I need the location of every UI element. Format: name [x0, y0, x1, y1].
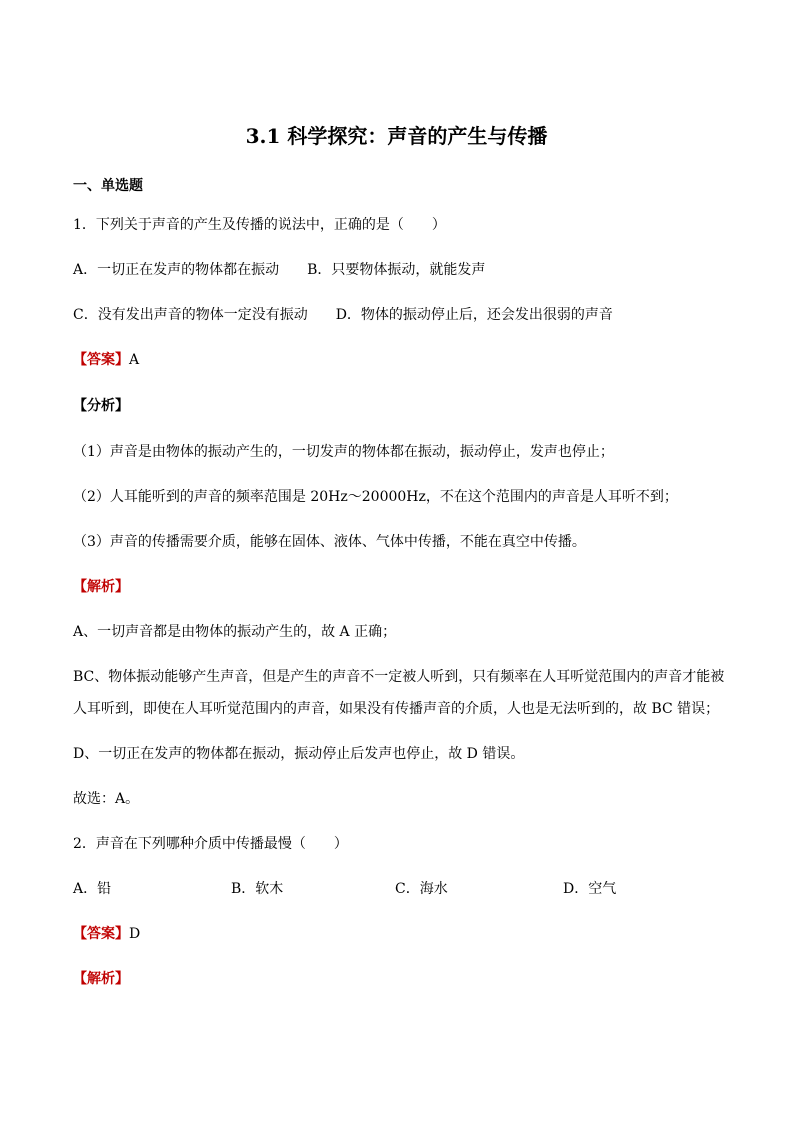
analysis-line: （2）人耳能听到的声音的频率范围是 20Hz～20000Hz，不在这个范围内的声音是人耳听不到； — [73, 489, 678, 505]
question-1-options-cd: C．没有发出声音的物体一定没有振动 D．物体的振动停止后，还会发出很弱的声音 — [73, 307, 613, 323]
explain-line: D、一切正在发声的物体都在振动，振动停止后发声也停止，故 D 错误。 — [73, 746, 525, 762]
question-1-stem: 1．下列关于声音的产生及传播的说法中，正确的是（ ） — [73, 217, 446, 233]
analysis-tag: 【分析】 — [73, 398, 129, 414]
question-1-options-ab: A．一切正在发声的物体都在振动 B．只要物体振动，就能发声 — [73, 262, 486, 278]
answer-tag: 【答案】 — [73, 926, 129, 942]
question-2-option-c: C．海水 — [395, 881, 448, 897]
analysis-line: （3）声音的传播需要介质，能够在固体、液体、气体中传播，不能在真空中传播。 — [73, 534, 586, 550]
explain-tag: 【解析】 — [73, 971, 129, 987]
question-1-answer — [73, 350, 139, 370]
answer-tag: 【答案】 — [73, 352, 129, 368]
analysis-line: （1）声音是由物体的振动产生的，一切发声的物体都在振动，振动停止，发声也停止； — [73, 444, 614, 460]
explain-tag: 【解析】 — [73, 579, 129, 595]
explain-line: A、一切声音都是由物体的振动产生的，故 A 正确； — [73, 624, 397, 640]
question-2-answer — [73, 924, 140, 944]
answer-value: D — [129, 926, 141, 942]
section-heading: 一、单选题 — [73, 178, 143, 194]
conclusion-line: 故选：A。 — [73, 791, 140, 807]
page-title: 3.1 科学探究：声音的产生与传播 — [245, 124, 548, 148]
question-2-stem: 2．声音在下列哪种介质中传播最慢（ ） — [73, 836, 348, 852]
question-2-option-a: A．铅 — [73, 881, 112, 897]
explain-line: BC、物体振动能够产生声音，但是产生的声音不一定被人听到，只有频率在人耳听觉范围内的声音才能被 — [73, 669, 725, 685]
question-2-option-b: B．软木 — [231, 881, 284, 897]
answer-value: A — [129, 352, 140, 368]
explain-line: 人耳听到，即使在人耳听觉范围内的声音，如果没有传播声音的介质，人也是无法听到的，故 BC 错误； — [73, 701, 720, 717]
question-2-option-d: D．空气 — [563, 881, 617, 897]
